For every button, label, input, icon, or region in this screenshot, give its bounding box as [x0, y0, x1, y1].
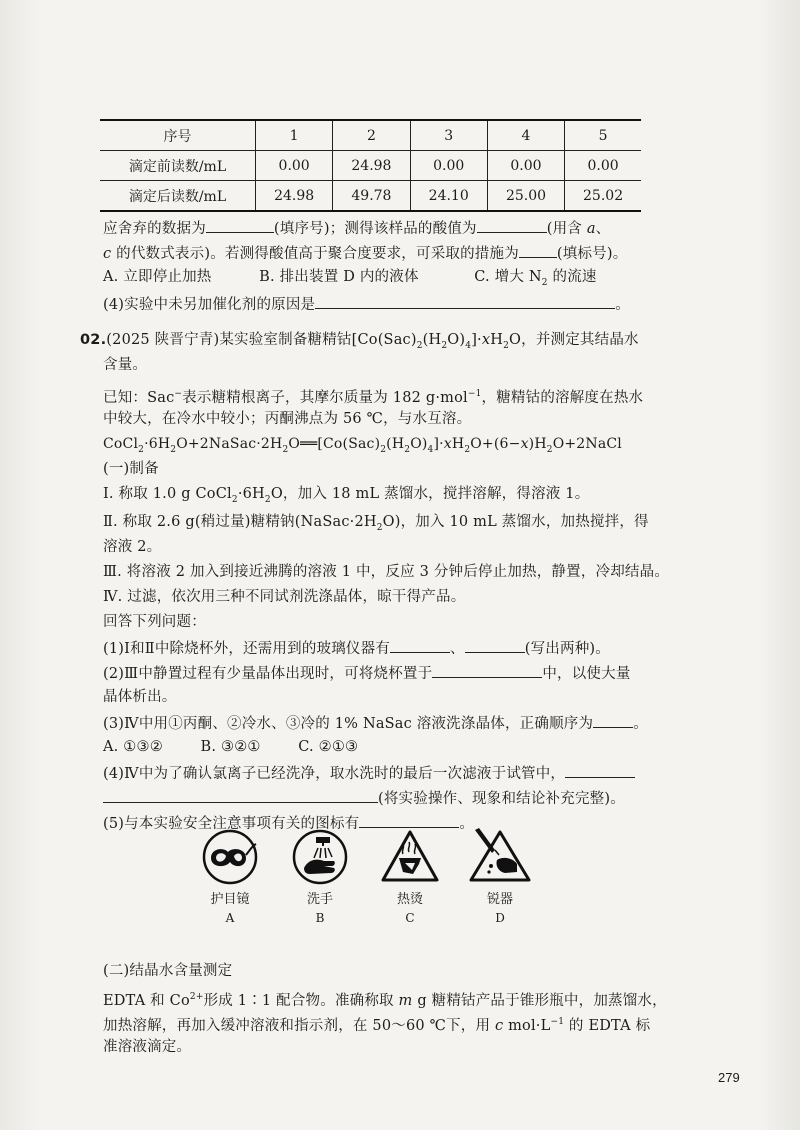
- table-row: [100, 151, 641, 181]
- table-header-cell: 1: [256, 120, 333, 151]
- table-header-cell: 4: [487, 120, 564, 151]
- measure-line2: 加热溶解，再加入缓冲溶液和指示剂，在 50～60 ℃下，用 c $mol\cdot L^{-1}$ 的 EDTA 标: [103, 1017, 651, 1034]
- subq-3-options: A. ①③② B. ③②① C. ②①③: [103, 739, 359, 755]
- icon-option-a: 护目镜 A: [195, 828, 265, 926]
- step-1: Ⅰ. 称取 1.0 g $CoCl_2\cdot 6H_2O$，加入 18 mL 蒸馏水，搅拌溶解，得溶液 1。: [103, 486, 590, 505]
- answer-blank: [359, 812, 459, 828]
- q1-line1: 应舍弃的数据为 (填序号)；测得该样品的酸值为 (用含 a、: [103, 217, 610, 239]
- subq-5: (5)与本实验安全注意事项有关的图标有 。: [103, 812, 474, 834]
- subq-1: (1)Ⅰ和Ⅱ中除烧杯外，还需用到的玻璃仪器有 、 (写出两种)。: [103, 637, 610, 659]
- q2-known-line1: 已知：Sac−表示糖精根离子，其摩尔质量为 182 g·mol$^{-1}$，糖精钴的溶解度在热水: [103, 389, 644, 406]
- answer-blank: [103, 787, 378, 803]
- page-number: 279: [718, 1070, 740, 1085]
- q1-options: A. 立即停止加热 B. 排出装置 D 内的液体 C. 增大 $N_2$ 的流速: [103, 269, 597, 288]
- q2-known-line2: 中较大，在冷水中较小；丙酮沸点为 56 ℃，与水互溶。: [103, 411, 472, 427]
- sharp-object-icon: [465, 828, 535, 886]
- step-4: Ⅳ. 过滤，依次用三种不同试剂洗涤晶体，晾干得产品。: [103, 589, 466, 605]
- subq-3: (3)Ⅳ中用①丙酮、②冷水、③冷的 1% NaSac 溶液洗涤晶体，正确顺序为 。: [103, 712, 648, 734]
- table-cell: 0.00: [256, 151, 333, 181]
- table-cell: 24.98: [333, 151, 410, 181]
- answer-blank: [390, 637, 450, 653]
- table-cell: 0.00: [487, 151, 564, 181]
- measure-line3: 准溶液滴定。: [103, 1039, 192, 1055]
- q2-equation: $CoCl_2\cdot 6H_2O+2NaSac\cdot 2H_2O══[Co(Sac)_2(H_2O)_4]\cdot xH_2O+(6-x)H_2O+2NaCl$: [103, 436, 622, 455]
- answer-blank: [477, 217, 547, 233]
- titration-table: [100, 119, 641, 212]
- table-row: [100, 181, 641, 212]
- table-header-cell: 2: [333, 120, 410, 151]
- q1-line2: c 的代数式表示)。若测得酸值高于聚合度要求，可采取的措施为 (填标号)。: [103, 242, 627, 264]
- q1-part4: (4)实验中未另加催化剂的原因是 。: [103, 293, 630, 315]
- table-cell: 24.98: [256, 181, 333, 212]
- answer-blank: [315, 293, 615, 309]
- step-2: Ⅱ. 称取 2.6 g(稍过量)糖精钠$(NaSac\cdot 2H_2O)$，加入 10 mL 蒸馏水，加热搅拌，得: [103, 514, 649, 533]
- icon-option-b: 洗手 B: [285, 828, 355, 926]
- table-cell: 25.02: [565, 181, 641, 212]
- table-cell: 25.00: [487, 181, 564, 212]
- subq-4-cont: (将实验操作、现象和结论补充完整)。: [103, 787, 625, 809]
- table-header-cell: 3: [410, 120, 487, 151]
- answer-blank: [465, 637, 525, 653]
- wash-hands-icon: [290, 828, 350, 886]
- table-cell: 0.00: [410, 151, 487, 181]
- answer-blank: [593, 712, 633, 728]
- subq-2-cont: 晶体析出。: [103, 689, 177, 705]
- subq-4: (4)Ⅳ中为了确认氯离子已经洗净，取水洗时的最后一次滤液于试管中，: [103, 762, 635, 784]
- table-header-row: [100, 120, 641, 151]
- answer-blank: [432, 662, 542, 678]
- table-cell: 滴定前读数/mL: [100, 151, 256, 181]
- icon-option-c: 热烫 C: [375, 828, 445, 926]
- goggles-icon: [200, 828, 260, 886]
- table-cell: 0.00: [565, 151, 641, 181]
- table-header-cell: 5: [565, 120, 641, 151]
- step-3: Ⅲ. 将溶液 2 加入到接近沸腾的溶液 1 中，反应 3 分钟后停止加热，静置，冷却结晶。: [103, 564, 670, 580]
- step-2-cont: 溶液 2。: [103, 539, 162, 555]
- section-heading-measure: (二)结晶水含量测定: [103, 963, 233, 979]
- answer-blank: [206, 217, 274, 233]
- hot-surface-icon: [379, 828, 441, 886]
- icon-option-d: 锐器 D: [465, 828, 535, 926]
- table-cell: 49.78: [333, 181, 410, 212]
- answer-blank: [565, 762, 635, 778]
- answer-blank: [519, 242, 557, 258]
- table-cell: 滴定后读数/mL: [100, 181, 256, 212]
- section-heading-prep: (一)制备: [103, 461, 159, 477]
- subq-2: (2)Ⅲ中静置过程有少量晶体出现时，可将烧杯置于 中，以使大量: [103, 662, 631, 684]
- safety-icons: [195, 828, 555, 948]
- q2-intro-line1: 02.(2025 陕晋宁青)某实验室制备糖精钴$[Co(Sac)_2(H_2O)_4]\cdot xH_2O$，并测定其结晶水: [80, 332, 639, 351]
- q2-intro-line2: 含量。: [103, 357, 148, 373]
- table-header-cell: 序号: [100, 120, 256, 151]
- measure-line1: EDTA 和 $Co^{2+}$形成 1∶1 配合物。准确称取 m g 糖精钴产品于锥形瓶中，加蒸馏水，: [103, 992, 667, 1009]
- table-cell: 24.10: [410, 181, 487, 212]
- answer-prompt: 回答下列问题：: [103, 614, 206, 630]
